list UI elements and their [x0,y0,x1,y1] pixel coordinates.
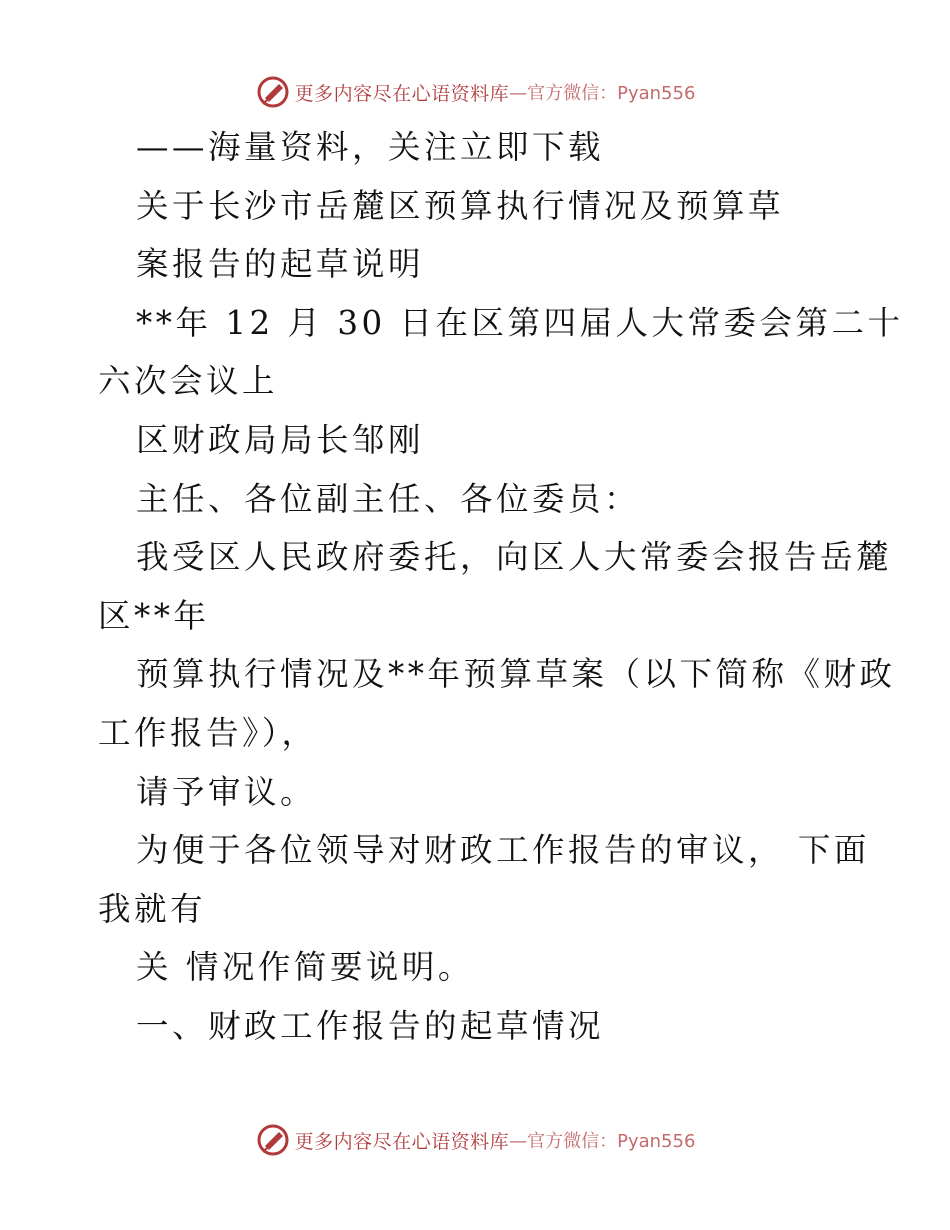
banner-main-text: 更多内容尽在心语资料库 [294,82,510,105]
banner-wechat-text: —官方微信：Pyan556 [509,83,696,104]
pen-seal-logo-icon [255,1122,291,1158]
pen-seal-logo-icon [255,74,291,110]
text-line: 我就有 [98,889,207,928]
header-banner [0,72,950,112]
speaker-line: 区财政局局长邹刚 [136,420,425,459]
banner-main-text: 更多内容尽在心语资料库 [294,1130,510,1153]
salutation-line: 主任、各位副主任、各位委员： [136,479,641,518]
text-line: 预算执行情况及**年预算草案（以下简称《财政 [136,655,896,694]
document-title-line-2: 案报告的起草说明 [136,245,425,284]
document-body [98,118,904,1056]
text-line: 关 情况作简要说明。 [136,948,474,987]
text-line: ——海量资料，关注立即下载 [136,128,605,166]
text-line: 区**年 [98,596,210,635]
text-line: 六次会议上 [98,362,279,401]
text-line: 我受区人民政府委托，向区人大常委会报告岳麓 [136,538,893,577]
document-title-line-1: 关于长沙市岳麓区预算执行情况及预算草 [136,186,785,225]
section-heading: 一、财政工作报告的起草情况 [136,1006,605,1045]
text-line: 为便于各位领导对财政工作报告的审议， 下面 [136,831,870,870]
banner-wechat-text: —官方微信：Pyan556 [509,1131,696,1152]
text-line: 工作报告》）， [98,713,318,752]
text-line: 请予审议。 [136,772,317,811]
footer-banner [0,1120,950,1160]
text-line: **年 12 月 30 日在区第四届人大常委会第二十 [136,303,904,342]
